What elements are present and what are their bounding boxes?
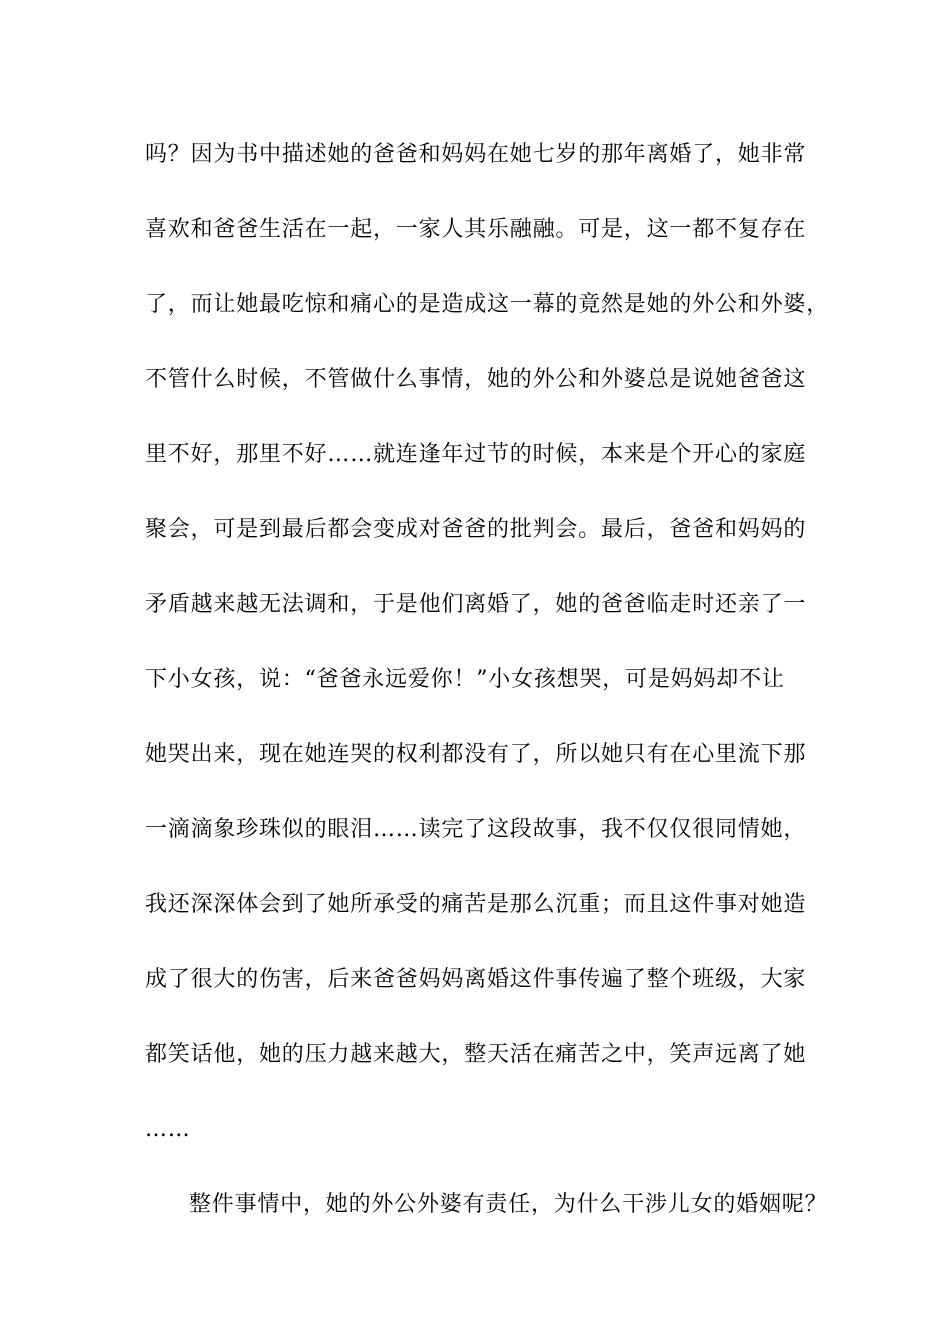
text-line-8: 下小女孩，说：“爸爸永远爱你！”小女孩想哭，可是妈妈却不让	[145, 667, 785, 692]
text-line-4: 不管什么时候，不管做什么事情，她的外公和外婆总是说她爸爸这	[145, 367, 807, 392]
text-line-3: 了，而让她最吃惊和痛心的是造成这一幕的竟然是她的外公和外婆，	[145, 292, 830, 317]
text-line-5: 里不好，那里不好……就连逢年过节的时候，本来是个开心的家庭	[145, 442, 807, 467]
text-line-6: 聚会，可是到最后都会变成对爸爸的批判会。最后，爸爸和妈妈的	[145, 517, 807, 542]
text-line-7: 矛盾越来越无法调和，于是他们离婚了，她的爸爸临走时还亲了一	[145, 592, 807, 617]
text-line-12: 成了很大的伤害，后来爸爸妈妈离婚这件事传遍了整个班级，大家	[145, 967, 807, 992]
text-line-14: ……	[145, 1117, 191, 1142]
body-text	[145, 133, 845, 1258]
text-line-10: 一滴滴象珍珠似的眼泪……读完了这段故事，我不仅仅很同情她，	[145, 817, 807, 842]
text-line-15-paragraph-start: 整件事情中，她的外公外婆有责任，为什么干涉儿女的婚姻呢？	[189, 1192, 828, 1217]
text-line-13: 都笑话他，她的压力越来越大，整天活在痛苦之中，笑声远离了她	[145, 1042, 807, 1067]
text-line-11: 我还深深体会到了她所承受的痛苦是那么沉重；而且这件事对她造	[145, 892, 807, 917]
text-line-2: 喜欢和爸爸生活在一起，一家人其乐融融。可是，这一都不复存在	[145, 217, 807, 242]
text-line-1: 吗？因为书中描述她的爸爸和妈妈在她七岁的那年离婚了，她非常	[145, 142, 807, 167]
text-line-9: 她哭出来，现在她连哭的权利都没有了，所以她只有在心里流下那	[145, 742, 807, 767]
